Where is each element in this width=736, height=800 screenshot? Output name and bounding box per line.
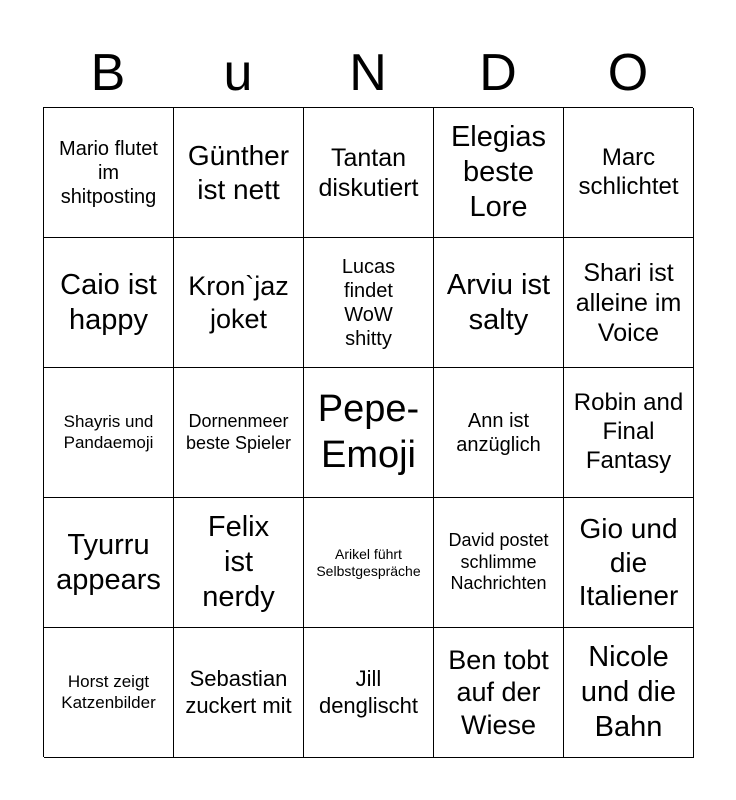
cell-label: Nicole und die Bahn	[580, 641, 677, 743]
cell-label: Ann ist anzüglich	[456, 409, 541, 456]
cell-label: Tyurru appears	[56, 528, 161, 596]
cell-label: David postet schlimme Nachrichten	[448, 530, 549, 594]
bingo-header	[43, 40, 693, 106]
header-letter-n: N	[349, 44, 387, 102]
bingo-cell[interactable]	[174, 368, 304, 498]
bingo-cell[interactable]	[304, 628, 434, 758]
bingo-cell[interactable]	[174, 628, 304, 758]
bingo-cell[interactable]	[304, 238, 434, 368]
cell-label: Gio und die Italiener	[578, 513, 679, 612]
bingo-cell[interactable]	[564, 108, 694, 238]
bingo-cell[interactable]	[304, 498, 434, 628]
bingo-cell[interactable]	[174, 498, 304, 628]
cell-label: Shayris und Pandaemoji	[63, 412, 154, 452]
cell-label: Shari ist alleine im Voice	[575, 258, 682, 347]
cell-label: Horst zeigt Katzenbilder	[61, 672, 156, 712]
header-letter-d: D	[479, 44, 517, 102]
bingo-cell[interactable]	[434, 238, 564, 368]
cell-label: Mario flutet im shitposting	[59, 137, 158, 208]
cell-label: Sebastian zuckert mit	[185, 666, 292, 718]
cell-label: Robin and Final Fantasy	[573, 389, 684, 474]
bingo-cell[interactable]	[434, 628, 564, 758]
cell-label: Arikel führt Selbstgespräche	[316, 545, 421, 579]
bingo-cell[interactable]	[434, 108, 564, 238]
bingo-cell[interactable]	[434, 368, 564, 498]
bingo-cell[interactable]	[44, 238, 174, 368]
cell-label: Caio ist happy	[60, 268, 157, 336]
bingo-cell[interactable]	[434, 498, 564, 628]
bingo-cell[interactable]	[44, 628, 174, 758]
bingo-cell-free[interactable]	[304, 368, 434, 498]
cell-label: Pepe-Emoji	[317, 387, 420, 476]
bingo-cell[interactable]	[174, 108, 304, 238]
header-letter-b: B	[90, 44, 126, 102]
cell-label: Lucas findet WoW shitty	[341, 255, 396, 350]
header-letter-o: O	[607, 44, 649, 102]
bingo-cell[interactable]	[174, 238, 304, 368]
cell-label: Marc schlichtet	[578, 143, 679, 200]
bingo-cell[interactable]	[564, 498, 694, 628]
bingo-cell[interactable]	[44, 498, 174, 628]
header-letter-u: u	[223, 44, 253, 102]
cell-label: Tantan diskutiert	[318, 143, 419, 202]
cell-label: Arviu ist salty	[446, 268, 551, 336]
bingo-cell[interactable]	[44, 108, 174, 238]
cell-label: Jill denglischt	[318, 666, 419, 718]
bingo-board	[43, 107, 693, 757]
cell-label: Felix ist nerdy	[202, 511, 275, 613]
bingo-cell[interactable]	[564, 628, 694, 758]
cell-label: Günther ist nett	[187, 139, 290, 205]
bingo-cell[interactable]	[564, 368, 694, 498]
cell-label: Dornenmeer beste Spieler	[185, 410, 292, 453]
cell-label: Ben tobt auf der Wiese	[448, 644, 549, 740]
bingo-cell[interactable]	[564, 238, 694, 368]
bingo-cell[interactable]	[304, 108, 434, 238]
cell-label: Elegias beste Lore	[450, 121, 547, 223]
cell-label: Kron`jaz joket	[188, 271, 289, 334]
bingo-cell[interactable]	[44, 368, 174, 498]
